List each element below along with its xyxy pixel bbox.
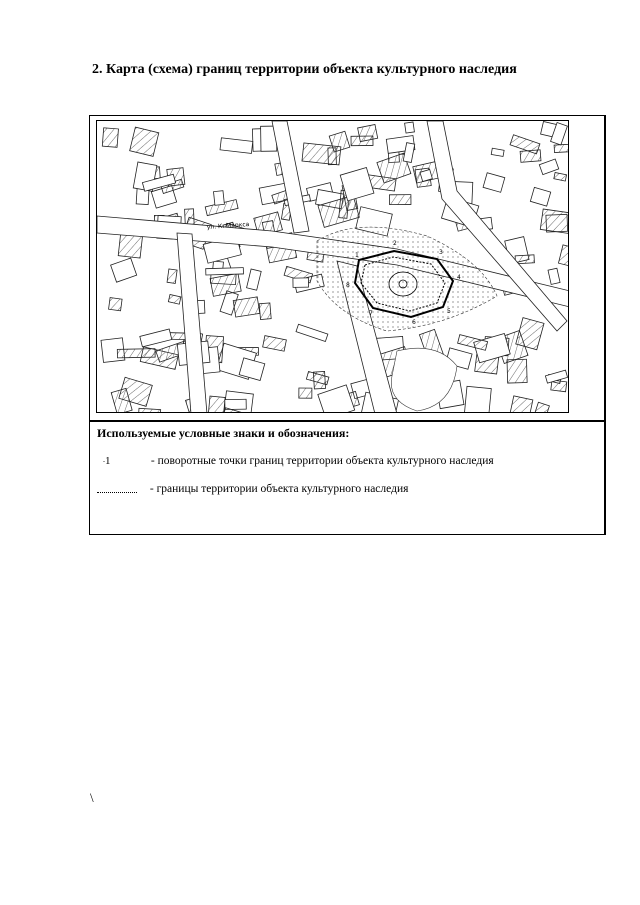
- map-building-block: [507, 359, 527, 383]
- map-legend-divider: [89, 420, 606, 422]
- map-building-block: [313, 371, 325, 388]
- boundary-point-label: 4: [457, 274, 461, 281]
- map-building-block: [259, 303, 271, 320]
- map-building-block: [328, 148, 336, 165]
- map-building-block: [102, 128, 118, 147]
- map-building-block: [130, 127, 159, 156]
- boundary-point-label: 2: [393, 240, 397, 247]
- map-building-block: [233, 297, 260, 317]
- map-building-block: [208, 396, 225, 413]
- boundary-point-label: 7: [369, 310, 373, 317]
- legend-points-desc: - поворотные точки границ территории объекта культурного наследия: [150, 455, 494, 467]
- map-building-block: [405, 122, 415, 133]
- boundary-point-label: 6: [412, 319, 416, 326]
- boundary-point-label: 1: [355, 252, 359, 259]
- section-heading: 2. Карта (схема) границ территории объекта культурного наследия: [92, 62, 517, 77]
- map-building-block: [464, 386, 491, 413]
- stray-mark: \: [90, 790, 94, 805]
- map-building-block: [515, 255, 534, 264]
- map-building-block: [293, 278, 309, 288]
- legend-boundary-desc: - границы территории объекта культурного наследия: [149, 483, 409, 495]
- map-building-block: [109, 298, 123, 311]
- map-building-block: [554, 143, 569, 152]
- boundary-point-symbol: .1: [103, 455, 111, 467]
- boundary-point-label: 5: [447, 308, 451, 315]
- map-building-block: [206, 268, 244, 275]
- boundary-point-label: 3: [439, 249, 443, 256]
- map-building-block: [299, 388, 312, 398]
- boundary-line-symbol: [97, 492, 137, 493]
- map-building-block: [214, 191, 225, 206]
- boundary-point-label: 8: [346, 282, 350, 289]
- legend-row-boundary: [97, 483, 408, 495]
- cadastral-map: [96, 120, 569, 413]
- legend-row-points: [97, 455, 494, 467]
- legend-title: Используемые условные знаки и обозначения:: [97, 426, 350, 440]
- map-building-block: [225, 399, 246, 409]
- map-building-block: [167, 269, 177, 284]
- map-building-block: [390, 195, 411, 205]
- map-building-block: [351, 136, 373, 146]
- map-street-label: ул. К. Маркса: [206, 221, 250, 231]
